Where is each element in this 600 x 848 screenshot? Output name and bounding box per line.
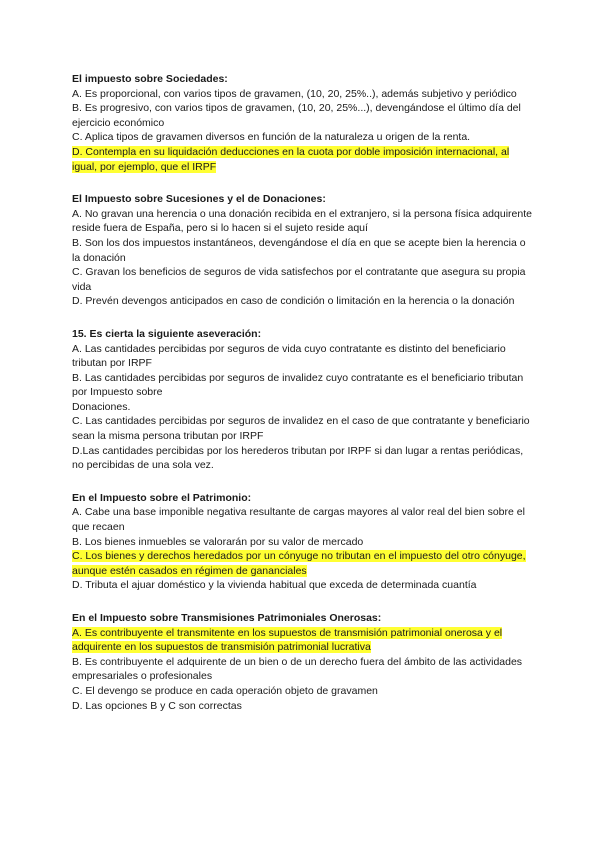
- question-title: En el Impuesto sobre Transmisiones Patrimoniales Onerosas:: [72, 612, 382, 624]
- option-a: A. Cabe una base imponible negativa resultante de cargas mayores al valor real del bien sobre el que recaen: [72, 506, 525, 534]
- option-d: D. Tributa el ajuar doméstico y la vivienda habitual que exceda de determinada cuantía: [72, 579, 477, 592]
- question-sociedades: [72, 72, 534, 174]
- option-a: A. Es proporcional, con varios tipos de gravamen, (10, 20, 25%..), además subjetivo y periódico: [72, 87, 517, 100]
- option-a: A. No gravan una herencia o una donación recibida en el extranjero, si la persona física adquirente reside fuera de España, pero si lo hacen si el sujeto reside aquí: [72, 207, 532, 235]
- option-c: [72, 549, 534, 578]
- option-b: B. Las cantidades percibidas por seguros de invalidez cuyo contratante es el beneficiario tributan por Impuesto sobre: [72, 371, 524, 399]
- option-d: D. Prevén devengos anticipados en caso de condición o limitación en la herencia o la donación: [72, 295, 515, 308]
- highlighted-answer: A. Es contribuyente el transmitente en los supuestos de transmisión patrimonial onerosa y el adquirente en los supuestos de transmisión patrimonial lucrativa: [72, 626, 503, 654]
- option-b: B. Los bienes inmuebles se valorarán por su valor de mercado: [72, 535, 364, 548]
- option-c: C. Aplica tipos de gravamen diversos en función de la naturaleza u origen de la renta.: [72, 131, 471, 144]
- option-d: [72, 145, 534, 174]
- question-title: El Impuesto sobre Sucesiones y el de Donaciones:: [72, 193, 326, 206]
- option-b-continuation: Donaciones.: [72, 400, 131, 413]
- question-title: El impuesto sobre Sociedades:: [72, 73, 228, 85]
- question-patrimonio: [72, 491, 534, 593]
- option-b: B. Son los dos impuestos instantáneos, devengándose el día en que se acepte bien la herencia o la donación: [72, 236, 526, 264]
- option-c: C. El devengo se produce en cada operación objeto de gravamen: [72, 684, 378, 697]
- option-c: C. Gravan los beneficios de seguros de vida satisfechos por el contratante que asegura su propia vida: [72, 266, 526, 293]
- option-c: C. Las cantidades percibidas por seguros de invalidez en el caso de que contratante y beneficiario sean la misma persona tributan por IRPF: [72, 415, 530, 443]
- question-transmisiones: [72, 611, 534, 713]
- option-d: D.Las cantidades percibidas por los herederos tributan por IRPF si dan lugar a rentas periódicas, no percibidas de una sola vez.: [72, 444, 524, 472]
- option-d: D. Las opciones B y C son correctas: [72, 699, 242, 712]
- option-a: [72, 626, 534, 655]
- option-b: B. Es contribuyente el adquirente de un bien o de un derecho fuera del ámbito de las actividades empresariales o profesionales: [72, 655, 523, 683]
- question-sucesiones-donaciones: [72, 192, 534, 309]
- option-a: A. Las cantidades percibidas por seguros de vida cuyo contratante es distinto del beneficiario tributan por IRPF: [72, 342, 506, 370]
- question-15: [72, 327, 534, 473]
- option-b: B. Es progresivo, con varios tipos de gravamen, (10, 20, 25%...), devengándose el último día del ejercicio económico: [72, 102, 521, 129]
- highlighted-answer: D. Contempla en su liquidación deducciones en la cuota por doble imposición internacional, al igual, por ejemplo, que el IRPF: [72, 145, 510, 173]
- highlighted-answer: C. Los bienes y derechos heredados por un cónyuge no tributan en el impuesto del otro cónyuge, aunque estén casados en régimen de gananciales: [72, 550, 526, 577]
- question-title: En el Impuesto sobre el Patrimonio:: [72, 491, 252, 504]
- question-title: 15. Es cierta la siguiente aseveración:: [72, 327, 262, 340]
- document-content: [72, 72, 534, 731]
